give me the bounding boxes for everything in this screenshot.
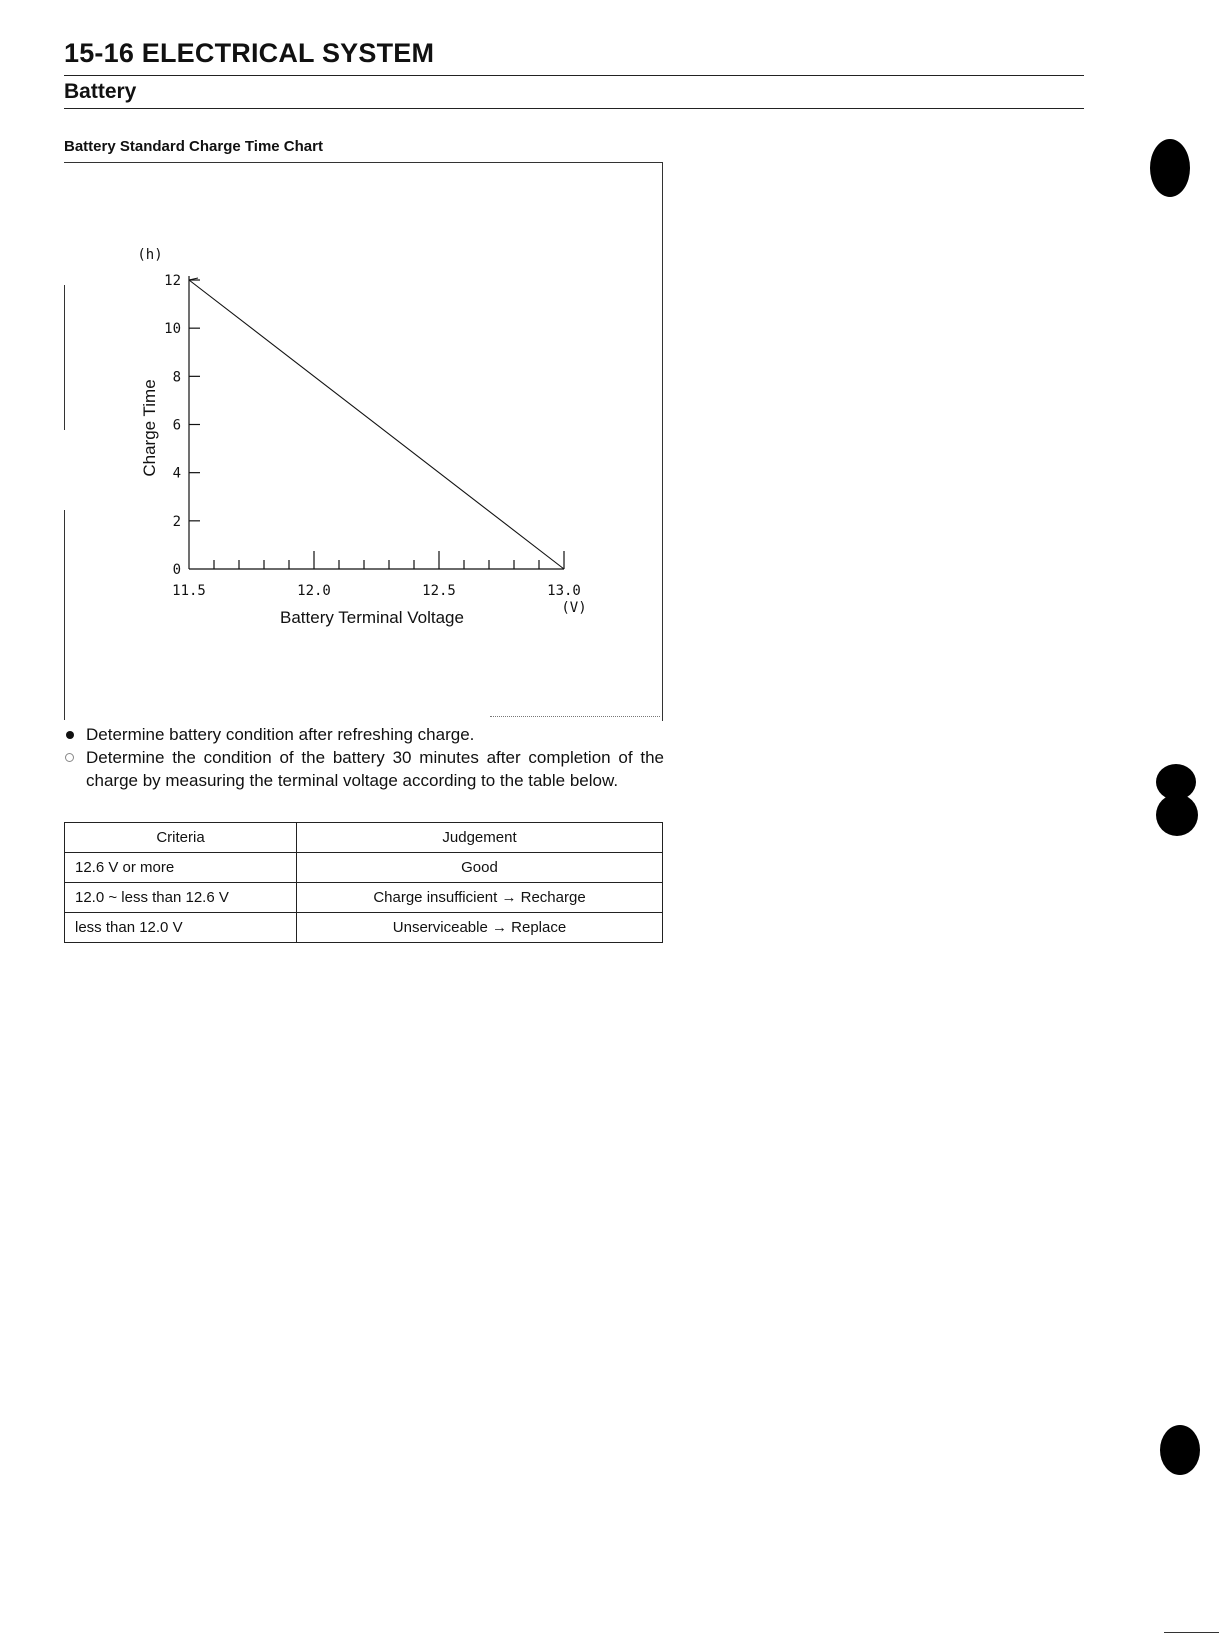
battery-criteria-table bbox=[64, 822, 663, 943]
y-tick-label: 0 bbox=[172, 562, 181, 578]
table-row bbox=[65, 913, 663, 943]
instruction-list bbox=[64, 723, 664, 792]
table-cell-criteria: 12.6 V or more bbox=[65, 853, 297, 883]
chart-series bbox=[189, 278, 564, 569]
bullet-dot-icon bbox=[66, 731, 74, 739]
table-header-row bbox=[65, 823, 663, 853]
table-cell-judgement: Unserviceable → Replace bbox=[297, 913, 663, 943]
y-axis-unit: (h) bbox=[137, 247, 163, 263]
table-cell-judgement: Good bbox=[297, 853, 663, 883]
table-header-criteria: Criteria bbox=[65, 823, 297, 853]
table-cell-criteria: less than 12.0 V bbox=[65, 913, 297, 943]
y-axis-label: Charge Time bbox=[140, 379, 159, 477]
binder-hole-icon bbox=[1150, 139, 1190, 197]
page-header-title: 15-16 ELECTRICAL SYSTEM bbox=[64, 38, 435, 68]
binder-hole-icon bbox=[1156, 794, 1198, 836]
y-tick-label: 10 bbox=[164, 321, 181, 338]
bullet-text: Determine the condition of the battery 30 minutes after completion of the charge by measuring the terminal voltage according to the table below. bbox=[86, 748, 664, 790]
page-bottom-rule bbox=[1164, 1632, 1219, 1633]
y-tick-label: 2 bbox=[172, 513, 181, 530]
y-tick-label: 8 bbox=[172, 369, 181, 386]
section-title: Battery bbox=[64, 80, 137, 103]
bullet-item bbox=[64, 746, 664, 792]
x-tick-label: 12.5 bbox=[422, 583, 456, 599]
table-cell-criteria: 12.0 ~ less than 12.6 V bbox=[65, 883, 297, 913]
table-row bbox=[65, 853, 663, 883]
bullet-text: Determine battery condition after refreshing charge. bbox=[86, 725, 475, 744]
chart-title: Battery Standard Charge Time Chart bbox=[64, 138, 323, 155]
chart-ticks bbox=[164, 273, 581, 599]
x-axis-label: Battery Terminal Voltage bbox=[280, 608, 464, 627]
x-tick-label: 12.0 bbox=[297, 583, 331, 599]
bullet-ring-icon bbox=[65, 753, 74, 762]
x-tick-label: 13.0 bbox=[547, 583, 581, 599]
table-row bbox=[65, 883, 663, 913]
x-tick-label: 11.5 bbox=[172, 583, 206, 599]
table-cell-judgement: Charge insufficient → Recharge bbox=[297, 883, 663, 913]
bullet-item bbox=[64, 723, 664, 746]
y-tick-label: 6 bbox=[172, 417, 181, 434]
y-tick-label: 4 bbox=[172, 465, 181, 482]
charge-time-line bbox=[189, 280, 564, 569]
binder-hole-icon bbox=[1160, 1425, 1200, 1475]
y-tick-label: 12 bbox=[164, 273, 181, 289]
x-axis-unit: (V) bbox=[561, 600, 587, 616]
table-header-judgement: Judgement bbox=[297, 823, 663, 853]
